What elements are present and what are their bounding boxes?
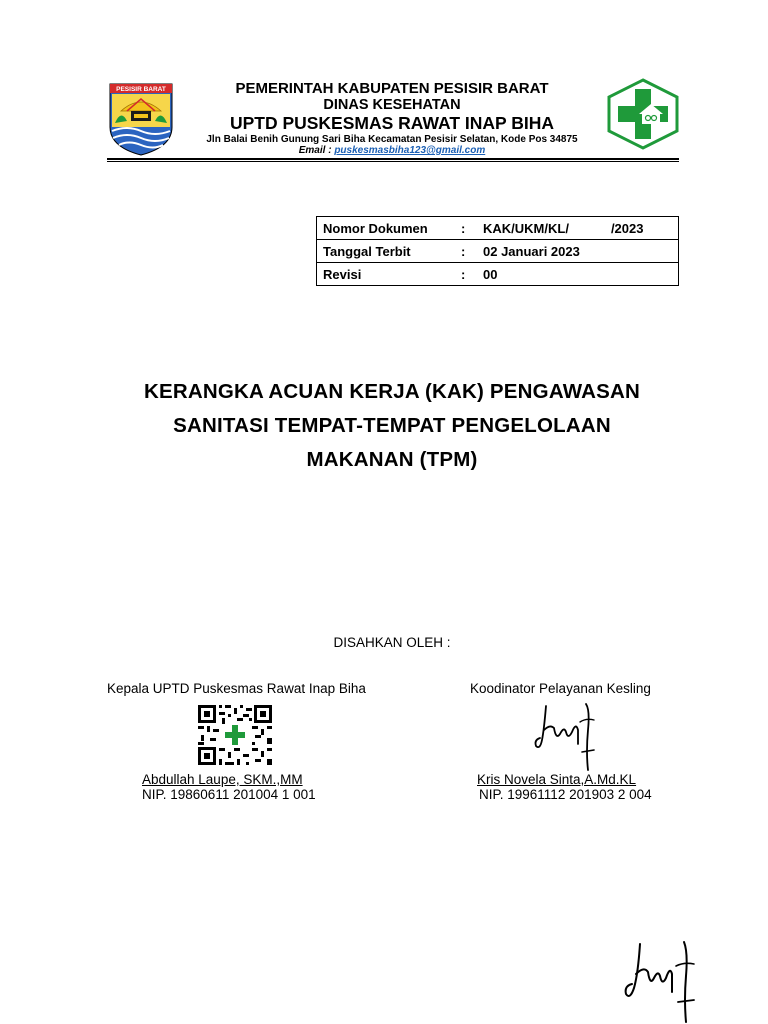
letterhead-government: PEMERINTAH KABUPATEN PESISIR BARAT [235, 80, 549, 97]
title-line: MAKANAN (TPM) [306, 448, 478, 471]
left-signer-role: Kepala UPTD Puskesmas Rawat Inap Biha [107, 681, 366, 696]
table-row [317, 263, 679, 286]
title-line: SANITASI TEMPAT-TEMPAT PENGELOLAAN [173, 414, 611, 437]
letterhead-address: Jln Balai Benih Gunung Sari Biha Kecamatan Pesisir Selatan, Kode Pos 34875 [206, 134, 578, 145]
issue-date-value: 02 Januari 2023 [483, 240, 679, 263]
separator: : [461, 240, 483, 263]
letterhead-institution: UPTD PUSKESMAS RAWAT INAP BIHA [229, 113, 555, 133]
issue-date-label: Tanggal Terbit [317, 240, 462, 263]
qr-code-signature [197, 704, 273, 766]
right-signer-role: Koodinator Pelayanan Kesling [470, 681, 651, 696]
letterhead-email-line [180, 145, 604, 156]
letterhead-department: DINAS KESEHATAN [323, 97, 461, 113]
approval-heading: DISAHKAN OLEH : [333, 635, 451, 650]
document-info-table [316, 216, 679, 286]
table-row [317, 217, 679, 240]
doc-number-label: Nomor Dokumen [317, 217, 462, 240]
title-line: KERANGKA ACUAN KERJA (KAK) PENGAWASAN [144, 380, 640, 403]
revision-value: 00 [483, 263, 679, 286]
email-link[interactable]: puskesmasbiha123@gmail.com [334, 145, 486, 156]
separator: : [461, 217, 483, 240]
pesisir-barat-emblem-logo [107, 81, 175, 157]
handwritten-signature [532, 700, 600, 772]
right-signer-name: Kris Novela Sinta,A.Md.KL [477, 772, 637, 787]
doc-number-prefix: KAK/UKM/KL/ [483, 220, 569, 236]
right-signer-nip: NIP. 19961112 201903 2 004 [479, 787, 652, 802]
document-title [100, 375, 684, 477]
letterhead-rule [107, 158, 679, 160]
letterhead-rule-thin [107, 161, 679, 162]
email-label: Email : [298, 145, 332, 156]
emblem-label: PESISIR BARAT [116, 86, 166, 93]
separator: : [461, 263, 483, 286]
table-row [317, 240, 679, 263]
doc-number-value [483, 217, 679, 240]
left-signer-nip: NIP. 19860611 201004 1 001 [142, 787, 316, 802]
initial-signature [620, 940, 702, 1024]
revision-label: Revisi [317, 263, 462, 286]
left-signer-name: Abdullah Laupe, SKM.,MM [142, 772, 303, 787]
puskesmas-logo [606, 78, 680, 150]
doc-number-year: /2023 [610, 220, 644, 236]
